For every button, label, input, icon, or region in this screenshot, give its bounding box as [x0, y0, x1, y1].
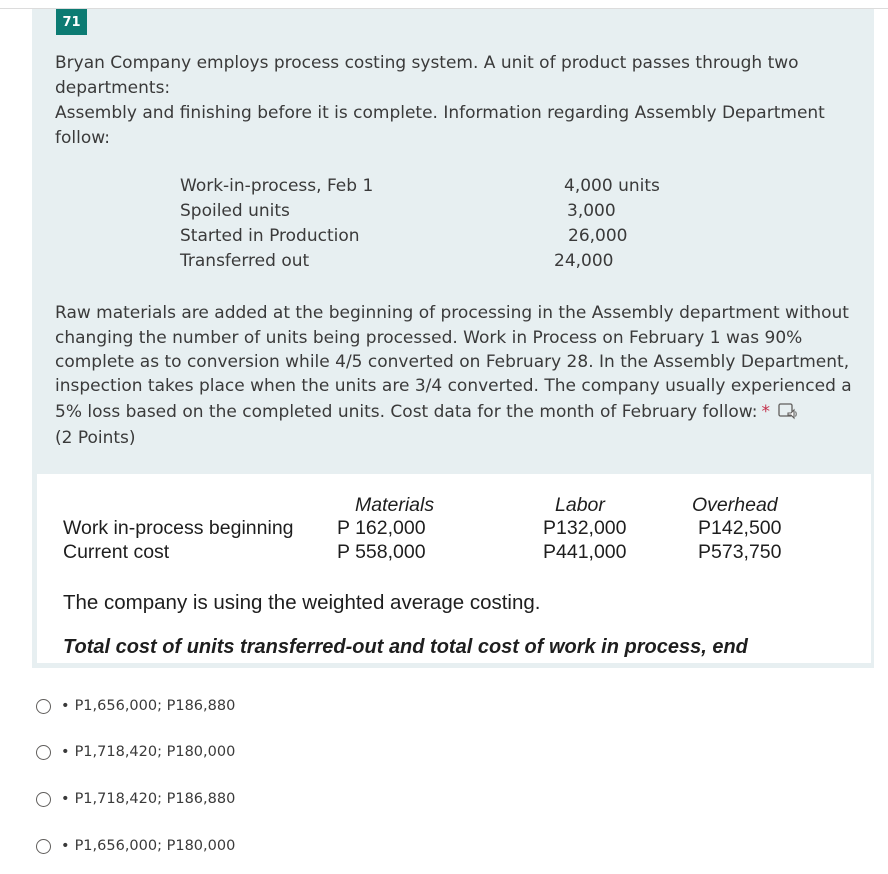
body-line: inspection takes place when the units are 3/4 converted. The company usually experienced a: [55, 376, 852, 396]
cell-overhead: P142,500: [698, 517, 782, 539]
option-text: P1,718,420; P180,000: [74, 744, 236, 760]
intro-line: departments:: [55, 78, 171, 98]
answer-option[interactable]: [36, 695, 235, 717]
header-overhead: Overhead: [692, 494, 778, 516]
costing-note: The company is using the weighted average costing.: [63, 591, 541, 614]
cell-materials: P 558,000: [337, 541, 426, 563]
option-text: P1,656,000; P180,000: [74, 838, 236, 854]
radio-button[interactable]: [36, 792, 51, 807]
cell-overhead: P573,750: [698, 541, 782, 563]
body-line: changing the number of units being processed. Work in Process on February 1 was 90%: [55, 328, 803, 348]
cell-materials: P 162,000: [337, 517, 426, 539]
inventory-row: [180, 251, 660, 276]
option-label: [61, 791, 235, 807]
radio-button[interactable]: [36, 699, 51, 714]
body-line-last: [55, 400, 798, 428]
points-label: (2 Points): [55, 428, 136, 448]
bullet: •: [61, 698, 70, 714]
intro-line: Bryan Company employs process costing system. A unit of product passes through two: [55, 53, 799, 73]
cell-labor: P132,000: [543, 517, 627, 539]
inventory-value: 3,000: [567, 201, 616, 221]
body-line-text: 5% loss based on the completed units. Cost data for the month of February follow:: [55, 402, 758, 422]
radio-button[interactable]: [36, 745, 51, 760]
answer-option[interactable]: [36, 835, 235, 857]
option-text: P1,656,000; P186,880: [74, 698, 236, 714]
inventory-value: 4,000 units: [564, 176, 660, 196]
option-label: [61, 838, 235, 854]
inventory-label: Work-in-process, Feb 1: [180, 176, 374, 196]
inventory-row: [180, 201, 660, 226]
row-label: Work in-process beginning: [63, 517, 294, 539]
inventory-row: [180, 176, 660, 201]
body-line: complete as to conversion while 4/5 converted on February 28. In the Assembly Department,: [55, 352, 850, 372]
required-asterisk: *: [761, 402, 770, 422]
answer-option[interactable]: [36, 741, 235, 763]
bullet: •: [61, 791, 70, 807]
cost-data-image: [37, 474, 871, 663]
inventory-label: Spoiled units: [180, 201, 290, 221]
question-ask: Total cost of units transferred-out and total cost of work in process, end: [63, 636, 748, 658]
header-labor: Labor: [555, 494, 605, 516]
body-line: Raw materials are added at the beginning of processing in the Assembly department without: [55, 303, 849, 323]
inventory-row: [180, 226, 660, 251]
bullet: •: [61, 838, 70, 854]
cell-labor: P441,000: [543, 541, 627, 563]
immersive-reader-icon[interactable]: [778, 403, 798, 428]
inventory-value: 26,000: [568, 226, 628, 246]
header-materials: Materials: [355, 494, 435, 516]
option-text: P1,718,420; P186,880: [74, 791, 236, 807]
option-label: [61, 698, 235, 714]
answer-option[interactable]: [36, 788, 235, 810]
radio-button[interactable]: [36, 839, 51, 854]
row-label: Current cost: [63, 541, 170, 563]
option-label: [61, 744, 235, 760]
intro-line: Assembly and finishing before it is complete. Information regarding Assembly Department: [55, 103, 825, 123]
inventory-value: 24,000: [554, 251, 614, 271]
bullet: •: [61, 744, 70, 760]
inventory-label: Transferred out: [180, 251, 310, 271]
intro-line: follow:: [55, 128, 110, 148]
question-number-badge: 71: [56, 9, 87, 35]
inventory-label: Started in Production: [180, 226, 360, 246]
